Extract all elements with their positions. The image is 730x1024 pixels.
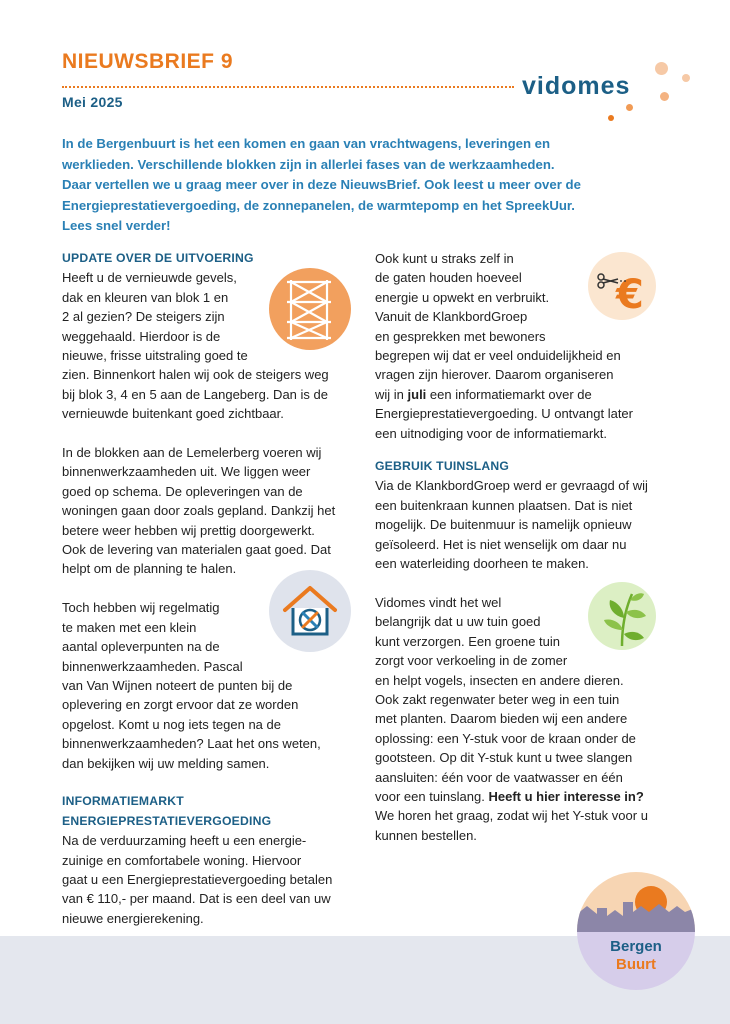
text-line: Na de verduurzaming heeft u een energie- [62, 833, 307, 849]
text-line: vernieuwde buitenkant goed zichtbaar. [62, 406, 284, 422]
newsletter-title: NIEUWSBRIEF 9 [62, 50, 234, 73]
text-line: bij blok 3, 4 en 5 aan de Langeberg. Dan is de [62, 386, 328, 402]
text-line: Ook zakt regenwater beter weg in een tuin [375, 691, 620, 707]
info-heading-2: ENERGIEPRESTATIEVERGOEDING [62, 813, 272, 828]
text-line: zorgt voor verkoeling in de zomer [375, 653, 568, 669]
right-column [375, 249, 675, 845]
info-heading-1: INFORMATIEMARKT [62, 794, 184, 809]
decor-dot [608, 115, 614, 121]
text-line: met planten. Daarom bieden wij een andere [375, 711, 628, 727]
text-line: geïsoleerd. Het is niet wenselijk om daar nu [375, 536, 627, 552]
text-line: binnenwerkzaamheden uit. We liggen weer [62, 464, 311, 480]
text-line: Via de KlankbordGroep werd er gevraagd of wij [375, 478, 648, 494]
text-fragment: voor een tuinslang. [375, 788, 489, 804]
house-repair-icon [269, 570, 351, 652]
text-line-interest [375, 787, 675, 806]
text-line: In de blokken aan de Lemelerberg voeren wij [62, 445, 322, 461]
svg-text:€: € [616, 272, 644, 318]
text-line: aantal opleverpunten na de [62, 639, 220, 655]
text-line: dan bekijken wij uw melding samen. [62, 755, 270, 771]
text-line: vragen zijn hierover. Daarom organiseren [375, 367, 614, 383]
text-line: Ook de levering van materialen gaat goed. Dat [62, 542, 331, 558]
text-line: oplevering en zorgt ervoor dat ze worden [62, 697, 299, 713]
text-line: een waterleiding doorheen te maken. [375, 556, 589, 572]
text-line: goed op schema. De opleveringen van de [62, 483, 303, 499]
text-line: nieuwe, frisse uitstraling goed te [62, 348, 248, 364]
text-line: Toch hebben wij regelmatig [62, 600, 220, 616]
intro-line: Energieprestatievergoeding, de zonnepanelen, de warmtepomp en het SpreekUur. [62, 197, 575, 213]
text-line: Energieprestatievergoeding. U ontvangt later [375, 406, 633, 422]
text-line: een buitenkraan kunnen plaatsen. Dat is niet [375, 497, 633, 513]
text-line: en helpt vogels, insecten en andere dieren. [375, 672, 624, 688]
text-line: dak en kleuren van blok 1 en [62, 289, 229, 305]
text-line: van € 110,- per maand. Dat is een deel van uw [62, 891, 331, 907]
tuinslang-heading: GEBRUIK TUINSLANG [375, 459, 510, 474]
bold-question: Heeft u hier interesse in? [488, 788, 644, 804]
intro-line: Lees snel verder! [62, 218, 171, 234]
text-line: mogelijk. De buitenmuur is namelijk opnieuw [375, 517, 632, 533]
text-line: en gesprekken met bewoners [375, 328, 546, 344]
intro-line: In de Bergenbuurt is het een komen en gaan van vrachtwagens, leveringen en [62, 136, 551, 151]
decor-dot [682, 74, 690, 82]
bergen-buurt-badge [577, 872, 695, 990]
badge-line-1: Bergen [610, 938, 662, 955]
text-line: opgelost. Komt u nog iets tegen na de [62, 716, 281, 732]
text-fragment: een informatiemarkt over de [426, 386, 592, 402]
text-line: energie u opwekt en verbruikt. [375, 289, 550, 305]
intro-line: Daar vertellen we u graag meer over in deze NieuwsBrief. Ook leest u meer over de [62, 177, 581, 193]
decor-dot [655, 62, 668, 75]
text-line: Ook kunt u straks zelf in [375, 251, 514, 266]
intro-paragraph [62, 134, 622, 237]
text-line: begrepen wij dat er veel onduidelijkheid en [375, 348, 621, 364]
bold-month: juli [407, 386, 427, 402]
intro-line: werklieden. Verschillende blokken zijn in allerlei fases van de werkzaamheden. [62, 156, 555, 172]
text-line: aansluiten: één voor de vaatwasser en één [375, 769, 623, 785]
vidomes-logo: vidomes [522, 72, 631, 100]
decor-dot [626, 104, 633, 111]
text-fragment: wij in [375, 386, 408, 402]
text-line: gootsteen. Op dit Y-stuk kunt u twee slangen [375, 750, 633, 766]
text-line: binnenwerkzaamheden? Laat het ons weten, [62, 736, 321, 752]
text-line: Vidomes vindt het wel [375, 594, 502, 610]
plant-icon [588, 582, 656, 650]
text-line: de gaten houden hoeveel [375, 270, 522, 286]
text-line: van Van Wijnen noteert de punten bij de [62, 677, 293, 693]
text-line: een uitnodiging voor de informatiemarkt. [375, 425, 607, 441]
text-line: woningen gaan door zoals gepland. Dankzij het [62, 503, 336, 519]
text-line: weggehaald. Hierdoor is de [62, 328, 221, 344]
euro-scissors-icon [588, 252, 656, 320]
text-line: kunnen bestellen. [375, 827, 477, 843]
text-line: We horen het graag, zodat wij het Y-stuk voor u [375, 808, 648, 824]
dotted-divider [62, 86, 514, 88]
text-line: te maken met een klein [62, 619, 197, 635]
text-line: zuinige en comfortabele woning. Hiervoor [62, 852, 302, 868]
text-line: helpt om de planning te halen. [62, 561, 237, 577]
text-line: oplossing: een Y-stuk voor de kraan onder de [375, 730, 636, 746]
scaffold-icon [269, 268, 351, 350]
text-line: zien. Binnenkort halen wij ook de steigers weg [62, 367, 329, 383]
badge-line-2: Buurt [616, 956, 656, 973]
text-line: betere weer hebben wij prettig doorgewerkt. [62, 522, 315, 538]
text-line: Heeft u de vernieuwde gevels, [62, 270, 237, 286]
text-line: kunt verzorgen. Een groene tuin [375, 633, 561, 649]
text-line: belangrijk dat u uw tuin goed [375, 614, 541, 630]
newsletter-date: Mei 2025 [62, 94, 123, 110]
text-line: binnenwerkzaamheden. Pascal [62, 658, 243, 674]
text-line: 2 al gezien? De steigers zijn [62, 309, 225, 325]
update-heading: UPDATE OVER DE UITVOERING [62, 251, 254, 265]
text-line: gaat u een Energieprestatievergoeding betalen [62, 871, 333, 887]
text-line: Vanuit de KlankbordGroep [375, 309, 528, 325]
text-line: nieuwe energierekening. [62, 910, 204, 926]
decor-dot [660, 92, 669, 101]
text-line-juli [375, 385, 675, 404]
